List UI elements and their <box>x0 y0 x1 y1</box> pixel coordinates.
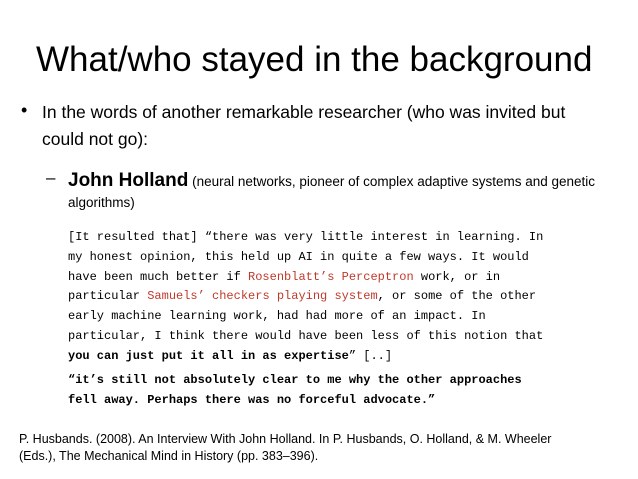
quote-text: particular <box>68 289 148 304</box>
researcher-description: (neural networks, pioneer of complex adaptive systems and genetic algorithms) <box>68 174 596 210</box>
quote-line <box>68 347 628 367</box>
slide-title: What/who stayed in the background <box>36 40 593 79</box>
checkers-highlight: Samuels’ checkers playing system <box>147 289 378 304</box>
quote-line <box>68 268 628 288</box>
sub-bullet-marker: – <box>46 168 56 187</box>
quote-line: “it’s still not absolutely clear to me why the other approaches <box>68 373 522 387</box>
quote-line <box>68 287 628 307</box>
holland-quote <box>68 228 628 367</box>
quote-text: work, or in <box>413 269 501 284</box>
perceptron-highlight: Rosenblatt’s Perceptron <box>248 269 414 284</box>
quote-text: ” [..] <box>348 348 393 363</box>
quote-line: particular, I think there would have been less of this notion that <box>68 328 544 343</box>
bullet-text: In the words of another remarkable researcher (who was invited but could not go): <box>42 102 566 149</box>
bullet-marker: • <box>21 100 28 120</box>
quote-line: early machine learning work, had had more of an impact. In <box>68 309 486 324</box>
holland-second-quote <box>68 371 628 411</box>
quote-line: fell away. Perhaps there was no forceful advocate.” <box>68 392 436 407</box>
quote-line: [It resulted that] “there was very little interest in learning. In <box>68 230 544 244</box>
quote-text: , or some of the other <box>377 289 537 304</box>
researcher-name: John Holland <box>68 170 189 191</box>
quote-line: my honest opinion, this held up AI in quite a few ways. It would <box>68 249 529 264</box>
reference-citation: P. Husbands. (2008). An Interview With John Holland. In P. Husbands, O. Holland, & M. Wheeler (Eds.), The Mechanical Mind in History (pp. 383–396). <box>19 432 552 463</box>
expertise-emphasis: you can just put it all in as expertise <box>68 348 349 363</box>
quote-text: have been much better if <box>68 269 249 284</box>
sub-bullet <box>68 170 608 213</box>
